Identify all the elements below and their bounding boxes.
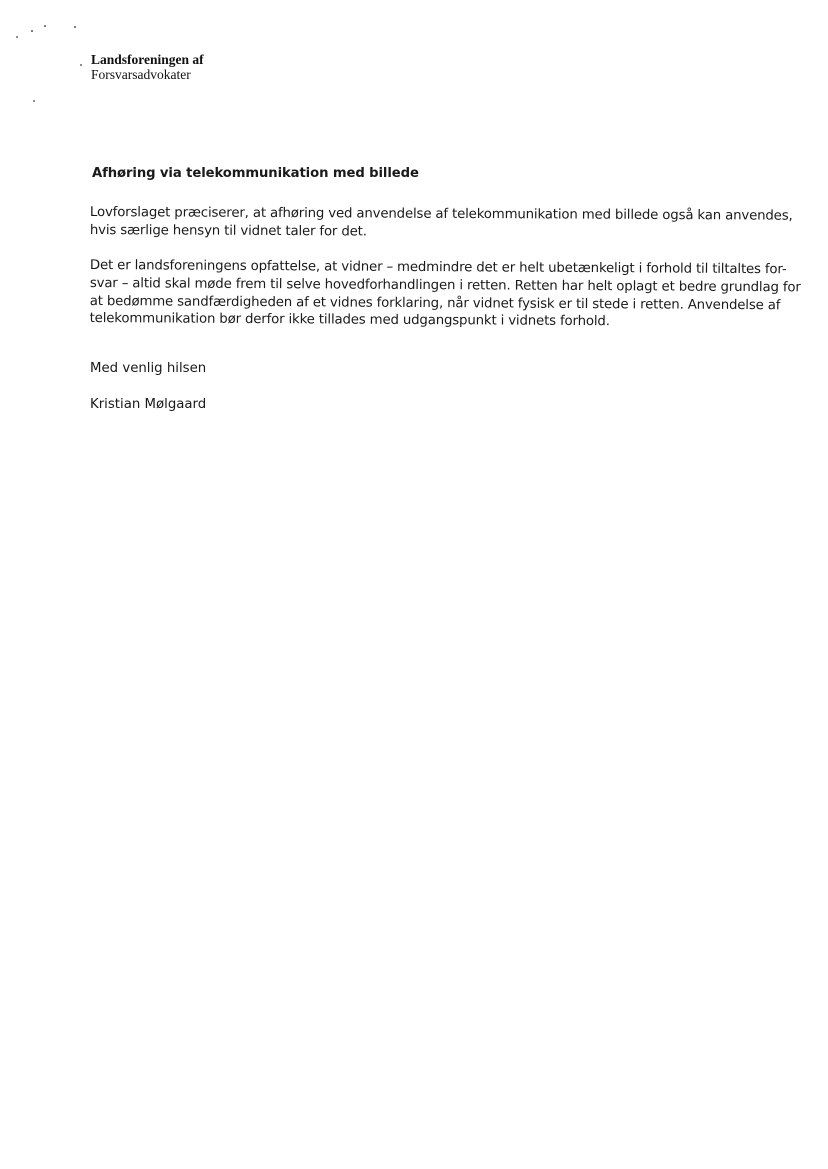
- scan-speck: [44, 25, 46, 27]
- paragraph-line: Det er landsforeningens opfattelse, at vidner – medmindre det er helt ubetænkeligt i forhold til tiltaltes for-: [89, 257, 787, 278]
- paragraph-line: telekommunikation bør derfor ikke tillades med udgangspunkt i vidnets forhold.: [89, 311, 610, 330]
- scan-speck: [16, 36, 18, 38]
- scan-speck: [31, 30, 33, 32]
- scan-speck: [74, 26, 76, 28]
- paragraph-2: [89, 257, 801, 332]
- signature-name: Kristian Mølgaard: [90, 397, 207, 412]
- closing-greeting: Med venlig hilsen: [90, 361, 207, 376]
- letterhead-line2: Forsvarsadvokater: [91, 67, 191, 82]
- paragraph-line: svar – altid skal møde frem til selve hovedforhandlingen i retten. Retten har helt oplagt et bedre grundlag for: [89, 275, 801, 296]
- paragraph-line: at bedømme sandfærdigheden af et vidnes forklaring, når vidnet fysisk er til stede i retten. Anvendelse af: [89, 293, 781, 313]
- letterhead: [91, 52, 204, 82]
- scan-speck: [33, 100, 35, 102]
- paragraph-line: Lovforslaget præciserer, at afhøring ved anvendelse af telekommunikation med billede også kan anvendes,: [89, 204, 793, 224]
- scan-speck: [80, 64, 82, 66]
- paragraph-line: hvis særlige hensyn til vidnet taler for det.: [89, 222, 367, 240]
- letterhead-line1: Landsforeningen af: [91, 52, 204, 67]
- paragraph-1: [89, 204, 793, 243]
- section-heading: Afhøring via telekommunikation med billede: [92, 166, 419, 181]
